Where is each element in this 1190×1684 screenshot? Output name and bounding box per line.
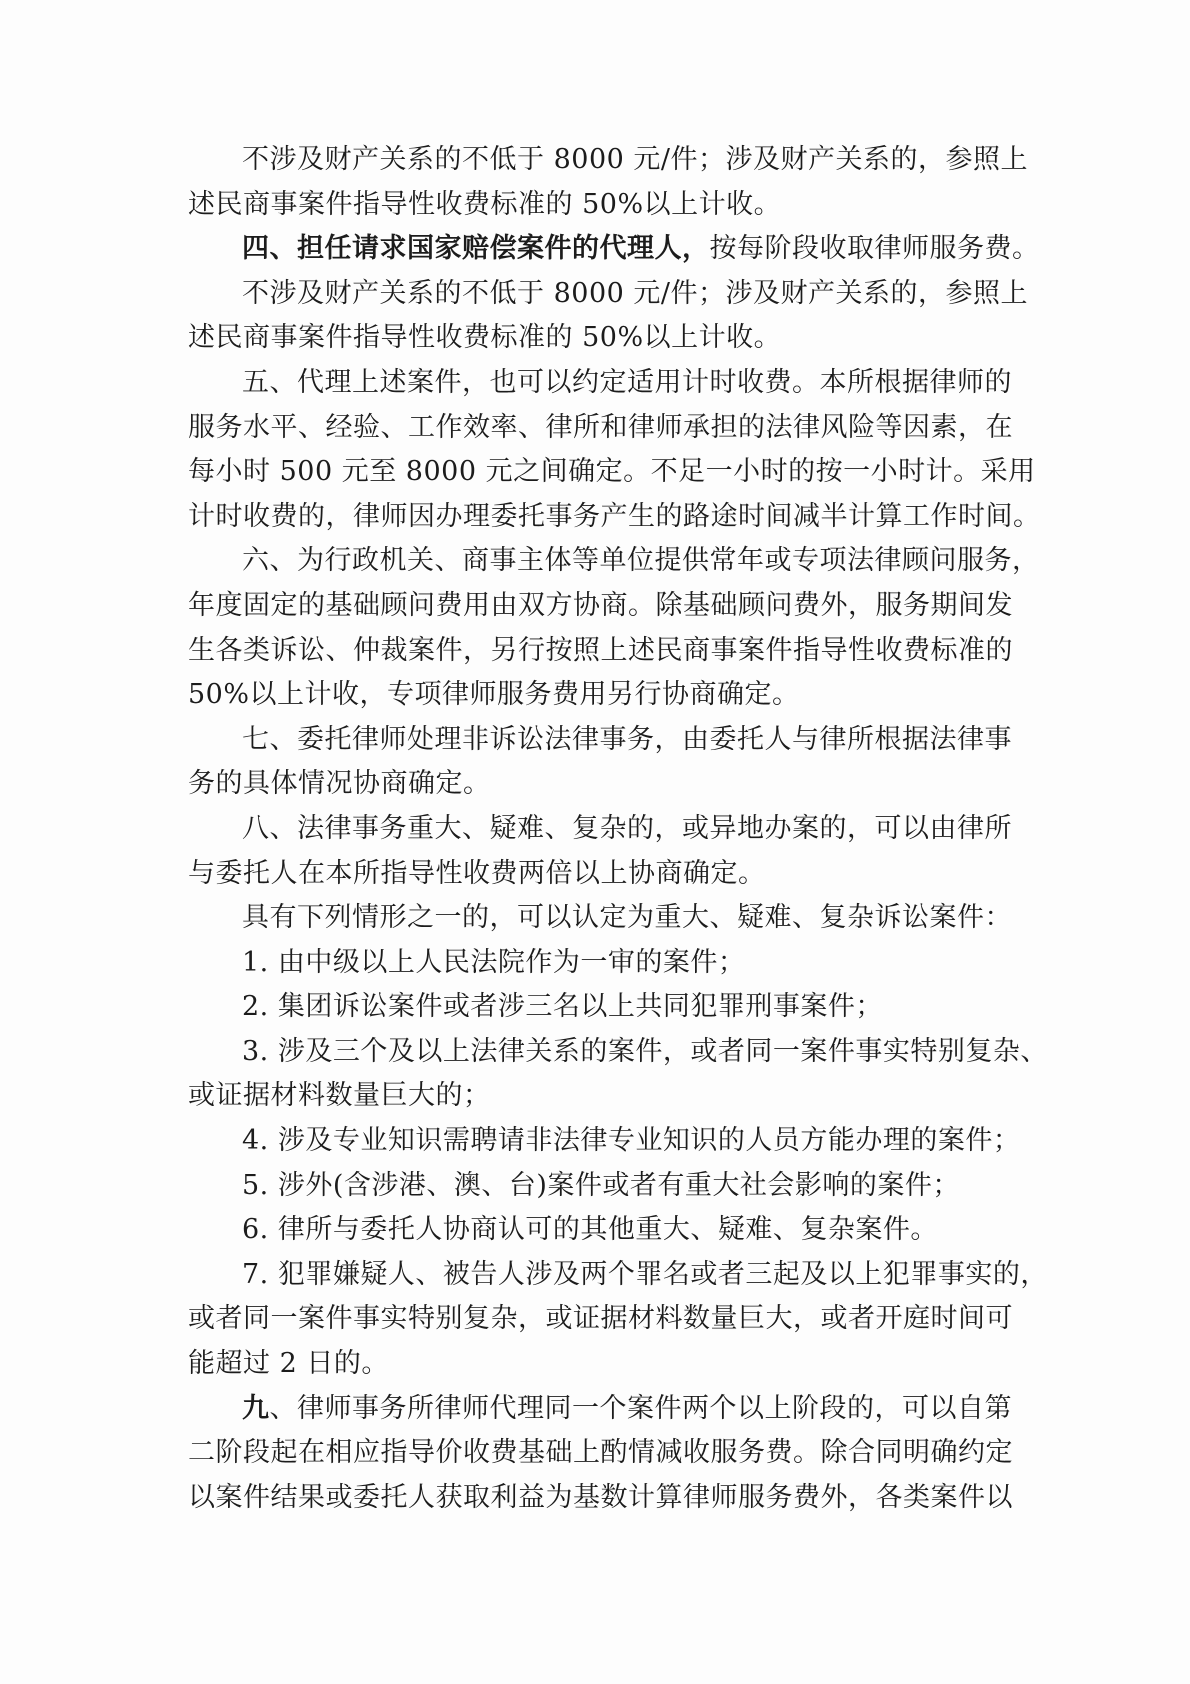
text-line: 计时收费的，律师因办理委托事务产生的路途时间减半计算工作时间。 — [188, 500, 1041, 532]
text-line: 二阶段起在相应指导价收费基础上酌情减收服务费。除合同明确约定 — [188, 1437, 1013, 1469]
text-line: 具有下列情形之一的，可以认定为重大、疑难、复杂诉讼案件： — [242, 902, 1012, 934]
section-9-number: 九 — [242, 1392, 270, 1424]
section-9-text: 、律师事务所律师代理同一个案件两个以上阶段的，可以自第 — [269, 1392, 1012, 1424]
list-item-6: 6. 律所与委托人协商认可的其他重大、疑难、复杂案件。 — [242, 1214, 938, 1246]
text-line: 述民商事案件指导性收费标准的 50%以上计收。 — [188, 322, 782, 354]
document-body — [188, 138, 1048, 1520]
list-item-7: 7. 犯罪嫌疑人、被告人涉及两个罪名或者三起及以上犯罪事实的， — [242, 1258, 1048, 1290]
section-4-heading: 四、担任请求国家赔偿案件的代理人， — [242, 233, 710, 265]
section-6: 六、为行政机关、商事主体等单位提供常年或专项法律顾问服务， — [242, 545, 1040, 577]
text-line: 生各类诉讼、仲裁案件，另行按照上述民商事案件指导性收费标准的 — [188, 634, 1013, 666]
text-line: 不涉及财产关系的不低于 8000 元/件；涉及财产关系的，参照上 — [242, 277, 1028, 309]
section-4-text: 按每阶段收取律师服务费。 — [709, 233, 1040, 265]
section-8: 八、法律事务重大、疑难、复杂的，或异地办案的，可以由律所 — [242, 812, 1012, 844]
text-line: 服务水平、经验、工作效率、律所和律师承担的法律风险等因素，在 — [188, 411, 1013, 443]
text-line: 每小时 500 元至 8000 元之间确定。不足一小时的按一小时计。采用 — [188, 456, 1036, 488]
text-line: 或证据材料数量巨大的； — [188, 1080, 491, 1112]
section-4 — [188, 227, 1040, 272]
text-line: 50%以上计收，专项律师服务费用另行协商确定。 — [188, 679, 800, 711]
text-line: 不涉及财产关系的不低于 8000 元/件；涉及财产关系的，参照上 — [242, 144, 1028, 175]
list-item-3: 3. 涉及三个及以上法律关系的案件，或者同一案件事实特别复杂、 — [242, 1035, 1048, 1067]
text-line: 能超过 2 日的。 — [188, 1348, 389, 1380]
text-line: 以案件结果或委托人获取利益为基数计算律师服务费外，各类案件以 — [188, 1481, 1013, 1513]
section-7: 七、委托律师处理非诉讼法律事务，由委托人与律所根据法律事 — [242, 723, 1012, 755]
text-line: 述民商事案件指导性收费标准的 50%以上计收。 — [188, 188, 782, 220]
text-line: 年度固定的基础顾问费用由双方协商。除基础顾问费外，服务期间发 — [188, 589, 1013, 621]
section-5: 五、代理上述案件，也可以约定适用计时收费。本所根据律师的 — [242, 366, 1012, 398]
text-line: 务的具体情况协商确定。 — [188, 768, 491, 800]
section-9 — [188, 1387, 1012, 1432]
list-item-2: 2. 集团诉讼案件或者涉三名以上共同犯罪刑事案件； — [242, 991, 883, 1023]
list-item-4: 4. 涉及专业知识需聘请非法律专业知识的人员方能办理的案件； — [242, 1125, 1021, 1157]
text-line: 或者同一案件事实特别复杂，或证据材料数量巨大，或者开庭时间可 — [188, 1303, 1013, 1335]
list-item-5: 5. 涉外(含涉港、澳、台)案件或者有重大社会影响的案件； — [242, 1169, 960, 1201]
text-line: 与委托人在本所指导性收费两倍以上协商确定。 — [188, 857, 766, 889]
list-item-1: 1. 由中级以上人民法院作为一审的案件； — [242, 946, 746, 978]
